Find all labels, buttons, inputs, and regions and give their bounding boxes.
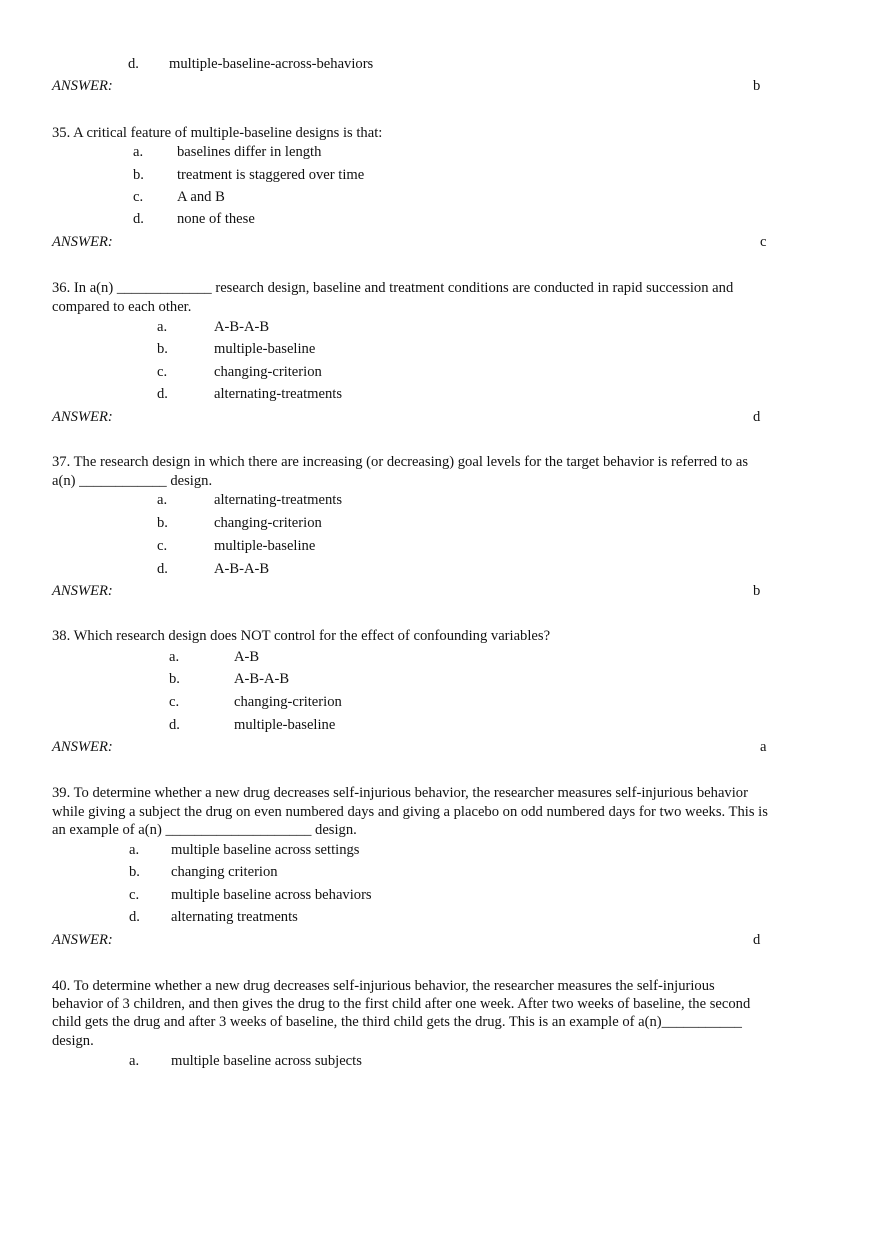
question-stem-line: a(n) ____________ design. — [52, 473, 213, 489]
option-letter: b. — [157, 515, 168, 531]
option-text: none of these — [177, 211, 255, 227]
option-text: treatment is staggered over time — [177, 167, 365, 183]
option-text: multiple-baseline — [214, 341, 316, 357]
answer-value: d — [753, 409, 761, 425]
option-text: changing-criterion — [214, 515, 322, 531]
answer-label: ANSWER: — [52, 583, 113, 599]
option-letter: c. — [157, 538, 168, 554]
question-stem-line: behavior of 3 children, and then gives the drug to the first child after one week. After two weeks of baseline, the second — [52, 996, 751, 1012]
question-stem-line: 39. To determine whether a new drug decreases self-injurious behavior, the researcher measures self-injurious behavior — [52, 785, 748, 801]
question-stem-line: design. — [52, 1033, 94, 1049]
answer-label: ANSWER: — [52, 234, 113, 250]
option-letter: a. — [129, 1053, 140, 1069]
option-letter: b. — [169, 671, 180, 687]
option-letter: d. — [128, 56, 139, 72]
option-text: multiple baseline across behaviors — [171, 887, 372, 903]
option-letter: c. — [133, 189, 144, 205]
option-letter: a. — [157, 319, 168, 335]
option-text: A-B-A-B — [214, 561, 270, 577]
option-text: alternating-treatments — [214, 386, 343, 402]
question-stem-line: 40. To determine whether a new drug decreases self-injurious behavior, the researcher measures the self-injurious — [52, 978, 715, 994]
option-text: multiple-baseline — [214, 538, 316, 554]
answer-value: b — [753, 78, 761, 94]
option-text: multiple-baseline — [234, 717, 336, 733]
question-stem-line: an example of a(n) ____________________ design. — [52, 822, 357, 838]
option-text: multiple baseline across subjects — [171, 1053, 362, 1069]
option-text: alternating-treatments — [214, 492, 343, 508]
option-letter: d. — [129, 909, 140, 925]
answer-label: ANSWER: — [52, 409, 113, 425]
option-text: changing-criterion — [234, 694, 342, 710]
question-stem-line: 36. In a(n) _____________ research design, baseline and treatment conditions are conducted in rapid succession and — [52, 280, 734, 296]
option-letter: d. — [133, 211, 144, 227]
answer-label: ANSWER: — [52, 932, 113, 948]
option-letter: d. — [157, 561, 168, 577]
option-text: changing criterion — [171, 864, 278, 880]
answer-value: a — [760, 739, 767, 755]
option-text: alternating treatments — [171, 909, 298, 925]
option-letter: c. — [169, 694, 180, 710]
option-letter: a. — [133, 144, 144, 160]
answer-label: ANSWER: — [52, 78, 113, 94]
answer-value: d — [753, 932, 761, 948]
option-letter: b. — [133, 167, 144, 183]
option-text: A-B-A-B — [214, 319, 270, 335]
answer-label: ANSWER: — [52, 739, 113, 755]
option-text: A-B — [234, 649, 260, 665]
option-text: changing-criterion — [214, 364, 322, 380]
option-letter: a. — [157, 492, 168, 508]
option-text: multiple-baseline-across-behaviors — [169, 56, 374, 72]
option-text: baselines differ in length — [177, 144, 322, 160]
option-letter: a. — [169, 649, 180, 665]
option-text: multiple baseline across settings — [171, 842, 360, 858]
question-stem-line: compared to each other. — [52, 299, 192, 315]
answer-value: b — [753, 583, 761, 599]
option-letter: d. — [169, 717, 180, 733]
question-stem: 35. A critical feature of multiple-baseline designs is that: — [52, 125, 383, 141]
question-stem-line: child gets the drug and after 3 weeks of baseline, the third child gets the drug. This is an example of a(n)___________ — [52, 1014, 742, 1030]
question-stem: 38. Which research design does NOT control for the effect of confounding variables? — [52, 628, 551, 644]
option-letter: b. — [129, 864, 140, 880]
option-letter: a. — [129, 842, 140, 858]
option-text: A-B-A-B — [234, 671, 290, 687]
option-letter: c. — [157, 364, 168, 380]
option-letter: b. — [157, 341, 168, 357]
question-stem-line: while giving a subject the drug on even numbered days and giving a placebo on odd numbered days for two weeks. This is — [52, 804, 768, 820]
question-stem-line: 37. The research design in which there are increasing (or decreasing) goal levels for the target behavior is referred to as — [52, 454, 749, 470]
option-text: A and B — [177, 189, 225, 205]
option-letter: c. — [129, 887, 140, 903]
answer-value: c — [760, 234, 767, 250]
option-letter: d. — [157, 386, 168, 402]
